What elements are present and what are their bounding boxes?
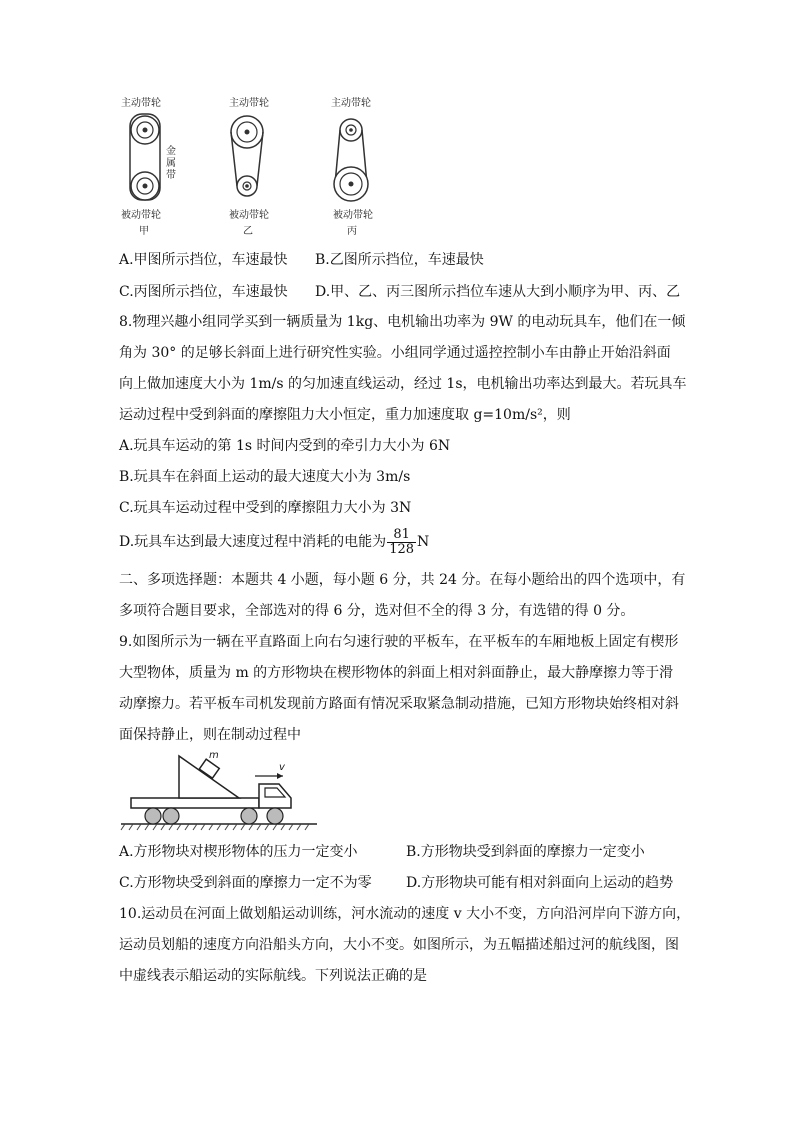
- q8-stem-line-2: 角为 30° 的足够长斜面上进行研究性实验。小组同学通过遥控控制小车由静止开始沿斜面: [119, 345, 671, 361]
- metal-belt-label: [166, 144, 176, 181]
- truck-wedge-figure: [119, 750, 319, 832]
- panel-bottom-label: 被动带轮: [121, 210, 161, 221]
- q9-stem-line-3: 动摩擦力。若平板车司机发现前方路面有情况采取紧急制动措施，已知方形物块始终相对斜: [119, 696, 679, 712]
- fraction-denominator: 128: [389, 541, 415, 557]
- panel-caption: 乙: [243, 226, 253, 237]
- panel-caption: 甲: [139, 226, 149, 237]
- q9-option-c: C.方形物块受到斜面的摩擦力一定不为零: [119, 875, 372, 891]
- q8-option-d-fraction: [387, 528, 416, 557]
- section2-line-1: 二、多项选择题：本题共 4 小题，每小题 6 分，共 24 分。在每小题给出的四个选项中，有: [119, 572, 686, 588]
- q7-option-a: A.甲图所示挡位，车速最快: [119, 252, 288, 268]
- q8-option-b: B.玩具车在斜面上运动的最大速度大小为 3m/s: [119, 469, 411, 485]
- panel-caption: 丙: [347, 226, 357, 237]
- q8-option-a: A.玩具车运动的第 1s 时间内受到的牵引力大小为 6N: [119, 438, 451, 454]
- truck-bed: [131, 798, 259, 808]
- q8-stem-line-3: 向上做加速度大小为 1m/s 的匀加速直线运动，经过 1s，电机输出功率达到最大。若玩具车: [119, 376, 687, 392]
- q8-option-d-prefix: D.玩具车达到最大速度过程中消耗的电能为: [119, 534, 387, 550]
- belt-panel-bing: [331, 96, 373, 237]
- mass-label: m: [209, 750, 219, 761]
- q8-stem-line-1: 8.物理兴趣小组同学买到一辆质量为 1kg、电机输出功率为 9W 的电动玩具车，他们在一倾: [119, 314, 686, 330]
- arrow-head-icon: [277, 773, 283, 779]
- panel-bottom-label: 被动带轮: [229, 210, 269, 221]
- panel-top-label: 主动带轮: [229, 98, 269, 109]
- svg-text:属: 属: [166, 158, 176, 169]
- velocity-label: v: [279, 762, 285, 773]
- q9-stem-line-2: 大型物体，质量为 m 的方形物块在楔形物体的斜面上相对斜面静止，最大静摩擦力等于滑: [119, 665, 674, 681]
- panel-bottom-label: 被动带轮: [333, 210, 373, 221]
- belt-panel-yi: [229, 96, 269, 237]
- belt-pulley-figure: [119, 94, 389, 244]
- q10-stem-line-3: 中虚线表示船运动的实际航线。下列说法正确的是: [119, 968, 427, 984]
- q9-option-d: D.方形物块可能有相对斜面向上运动的趋势: [406, 875, 674, 891]
- belt-panel-jia: [121, 96, 176, 237]
- fraction-numerator: 81: [387, 528, 416, 543]
- section2-line-2: 多项符合题目要求，全部选对的得 6 分，选对但不全的得 3 分，有选错的得 0 分。: [119, 603, 635, 619]
- q8-option-d-unit: N: [417, 534, 430, 550]
- svg-text:金: 金: [166, 146, 176, 157]
- q9-stem-line-1: 9.如图所示为一辆在平直路面上向右匀速行驶的平板车，在平板车的车厢地板上固定有楔形: [119, 634, 679, 650]
- q7-option-d: D.甲、乙、丙三图所示挡位车速从大到小顺序为甲、丙、乙: [315, 284, 681, 300]
- q7-option-c: C.丙图所示挡位，车速最快: [119, 284, 288, 300]
- q10-stem-line-1: 10.运动员在河面上做划船运动训练，河水流动的速度 v 大小不变，方向沿河岸向下游方向，: [119, 906, 691, 922]
- q9-option-b: B.方形物块受到斜面的摩擦力一定变小: [406, 844, 645, 860]
- q10-stem-line-2: 运动员划船的速度方向沿船头方向，大小不变。如图所示，为五幅描述船过河的航线图，图: [119, 937, 679, 953]
- svg-text:带: 带: [166, 170, 176, 181]
- q9-option-a: A.方形物块对楔形物体的压力一定变小: [119, 844, 358, 860]
- q7-option-b: B.乙图所示挡位，车速最快: [315, 252, 484, 268]
- panel-top-label: 主动带轮: [121, 98, 161, 109]
- q8-option-c: C.玩具车运动过程中受到的摩擦阻力大小为 3N: [119, 500, 412, 516]
- q8-option-d: [119, 524, 429, 560]
- panel-top-label: 主动带轮: [331, 98, 371, 109]
- q8-stem-line-4: 运动过程中受到斜面的摩擦阻力大小恒定，重力加速度取 g=10m/s²，则: [119, 407, 571, 423]
- wheels: [145, 808, 283, 824]
- ground: [121, 824, 317, 830]
- q9-stem-line-4: 面保持静止，则在制动过程中: [119, 727, 301, 743]
